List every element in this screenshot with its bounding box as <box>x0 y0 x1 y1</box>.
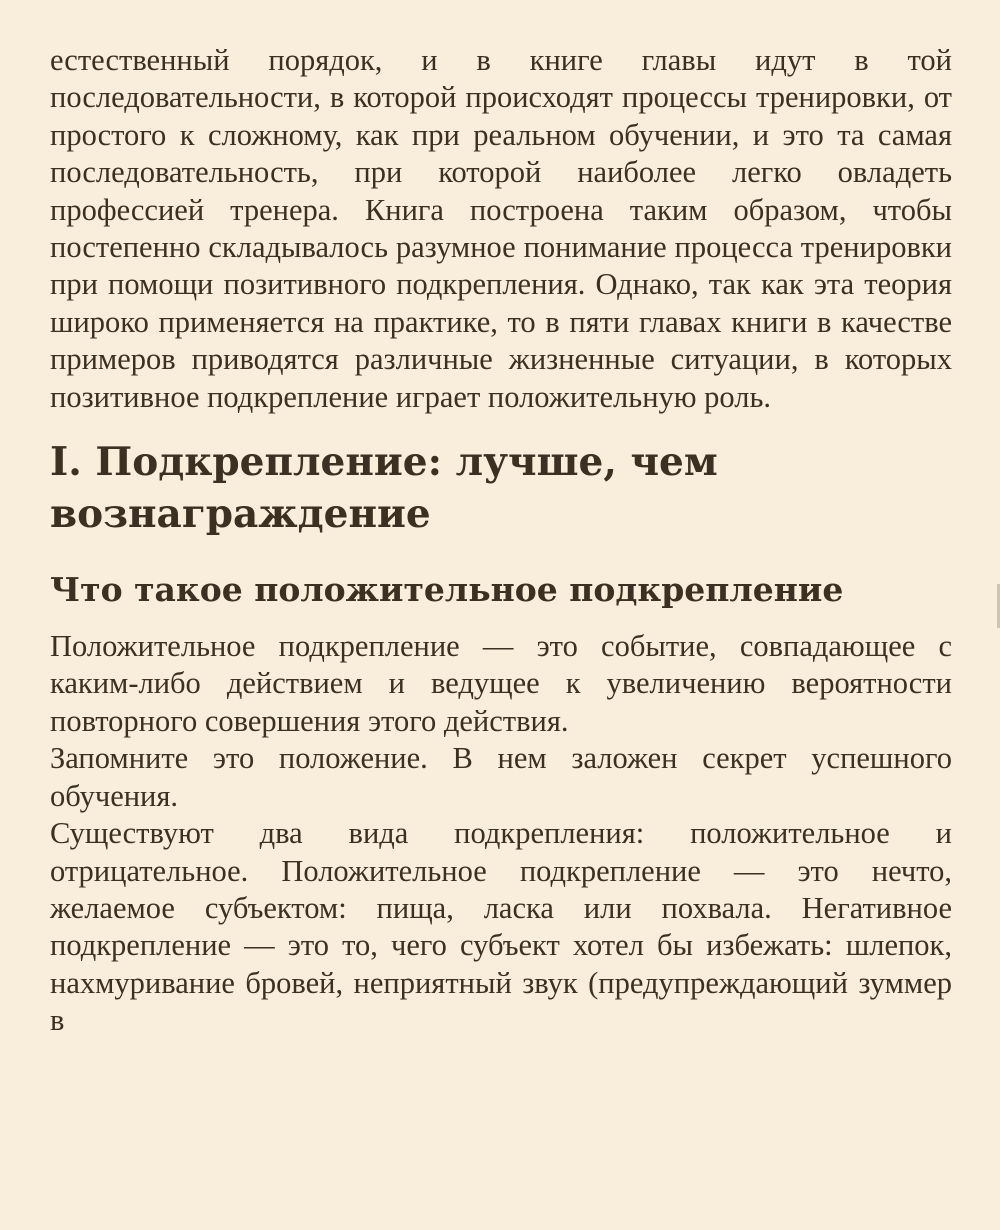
paragraph-definition: Положительное подкрепление — это событие, совпадающее с каким-либо действием и ведущее к увеличению вероятности повторного совершения этого действия. <box>50 629 952 738</box>
book-page <box>50 42 952 1040</box>
paragraph-types: Существуют два вида подкрепления: положительное и отрицательное. Положительное подкрепление — это нечто, желаемое субъектом: пища, ласка или похвала. Негативное подкрепление — это то, чего субъект хотел бы избежать: шлепок, нахмуривание бровей, неприятный звук (предупреждающий зуммер в <box>50 816 952 1038</box>
chapter-heading: I. Подкрепление: лучше, чем вознаграждение <box>50 439 718 538</box>
section-heading: Что такое положительное подкрепление <box>50 570 844 610</box>
intro-paragraph: естественный порядок, и в книге главы идут в той последовательности, в которой происходят процессы тренировки, от простого к сложному, как при реальном обучении, и это та самая последовательность, при которой наиболее легко овладеть профессией тренера. Книга построена таким образом, чтобы постепенно складывалось разумное понимание процесса тренировки при помощи позитивного подкрепления. Однако, так как эта теория широко применяется на практике, то в пяти главах книги в качестве примеров приводятся различные жизненные ситуации, в которых позитивное подкрепление играет положительную роль. <box>50 43 952 414</box>
paragraph-remember: Запомните это положение. В нем заложен секрет успешного обучения. <box>50 741 952 813</box>
